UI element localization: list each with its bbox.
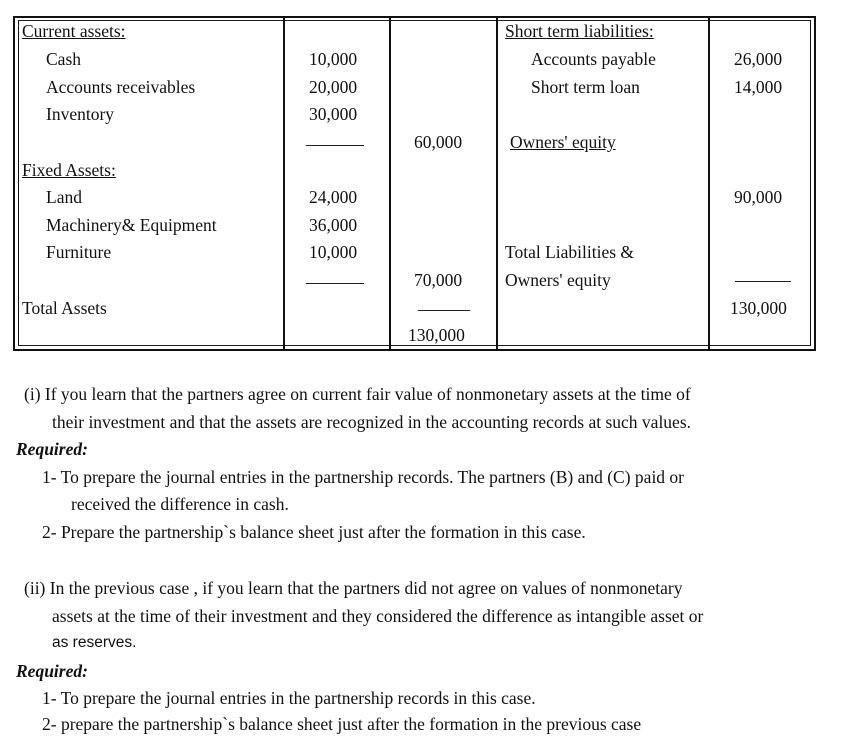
fixed-assets-heading: Fixed Assets: [22,160,116,180]
asset-label-land: Land [46,187,82,207]
table-top-border [13,16,816,18]
case-ii-line-2: assets at the time of their investment and they considered the difference as intangible asset or [52,606,704,626]
case-i-line-1: (i) If you learn that the partners agree on current fair value of nonmonetary assets at the time of [24,384,691,404]
total-assets-label: Total Assets [22,298,107,318]
owners-equity-heading: Owners' equity [510,132,616,152]
case-i-required-heading: Required: [16,439,88,459]
case-i-item-2: 2- Prepare the partnership`s balance sheet just after the formation in this case. [42,522,586,542]
current-assets-heading: Current assets: [22,21,126,41]
case-ii-line-1: (ii) In the previous case , if you learn that the partners did not agree on values of nonmonetary [24,578,683,598]
asset-label-receivables: Accounts receivables [46,77,196,97]
liability-amount-payable: 26,000 [734,49,783,69]
table-bottom-border [13,349,816,351]
case-i-item-1: 1- To prepare the journal entries in the partnership records. The partners (B) and (C) paid or [42,467,685,487]
subtotal-rule [306,145,364,146]
owners-equity-amount: 90,000 [734,187,783,207]
liability-label-loan: Short term loan [531,77,640,97]
total-assets-amount: 130,000 [408,325,465,345]
total-rule [735,281,791,282]
total-liab-equity-label-2: Owners' equity [505,270,611,290]
column-divider-2 [389,16,391,351]
asset-amount-land: 24,000 [309,187,358,207]
total-liab-equity-amount: 130,000 [730,298,787,318]
asset-amount-cash: 10,000 [309,49,358,69]
liability-label-payable: Accounts payable [531,49,656,69]
asset-amount-inventory: 30,000 [309,104,358,124]
fixed-assets-total: 70,000 [414,270,463,290]
case-ii-line-3: as reserves. [52,634,137,651]
asset-label-furniture: Furniture [46,242,112,262]
column-divider-1 [283,16,285,351]
column-divider-3 [496,16,498,351]
total-rule [418,310,470,311]
case-ii-item-2: 2- prepare the partnership`s balance sheet just after the formation in the previous case [42,714,642,734]
asset-label-machinery: Machinery& Equipment [46,215,217,235]
table-inner-right [810,20,811,346]
table-right-border [814,16,816,351]
table-inner-top [18,20,811,21]
liability-amount-loan: 14,000 [734,77,783,97]
asset-label-cash: Cash [46,49,81,69]
table-inner-bottom [18,345,811,346]
column-divider-4 [708,16,710,351]
liabilities-heading: Short term liabilities: [505,21,654,41]
case-i-line-2: their investment and that the assets are recognized in the accounting records at such values. [52,412,692,432]
asset-amount-furniture: 10,000 [309,242,358,262]
case-ii-required-heading: Required: [16,661,88,681]
total-liab-equity-label-1: Total Liabilities & [505,242,635,262]
asset-label-inventory: Inventory [46,104,115,124]
asset-amount-receivables: 20,000 [309,77,358,97]
table-inner-left [18,20,19,346]
case-ii-item-1: 1- To prepare the journal entries in the partnership records in this case. [42,688,536,708]
asset-amount-machinery: 36,000 [309,215,358,235]
subtotal-rule [306,283,364,284]
case-i-item-1-cont: received the difference in cash. [71,494,289,514]
current-assets-total: 60,000 [414,132,463,152]
table-left-border [13,16,15,351]
